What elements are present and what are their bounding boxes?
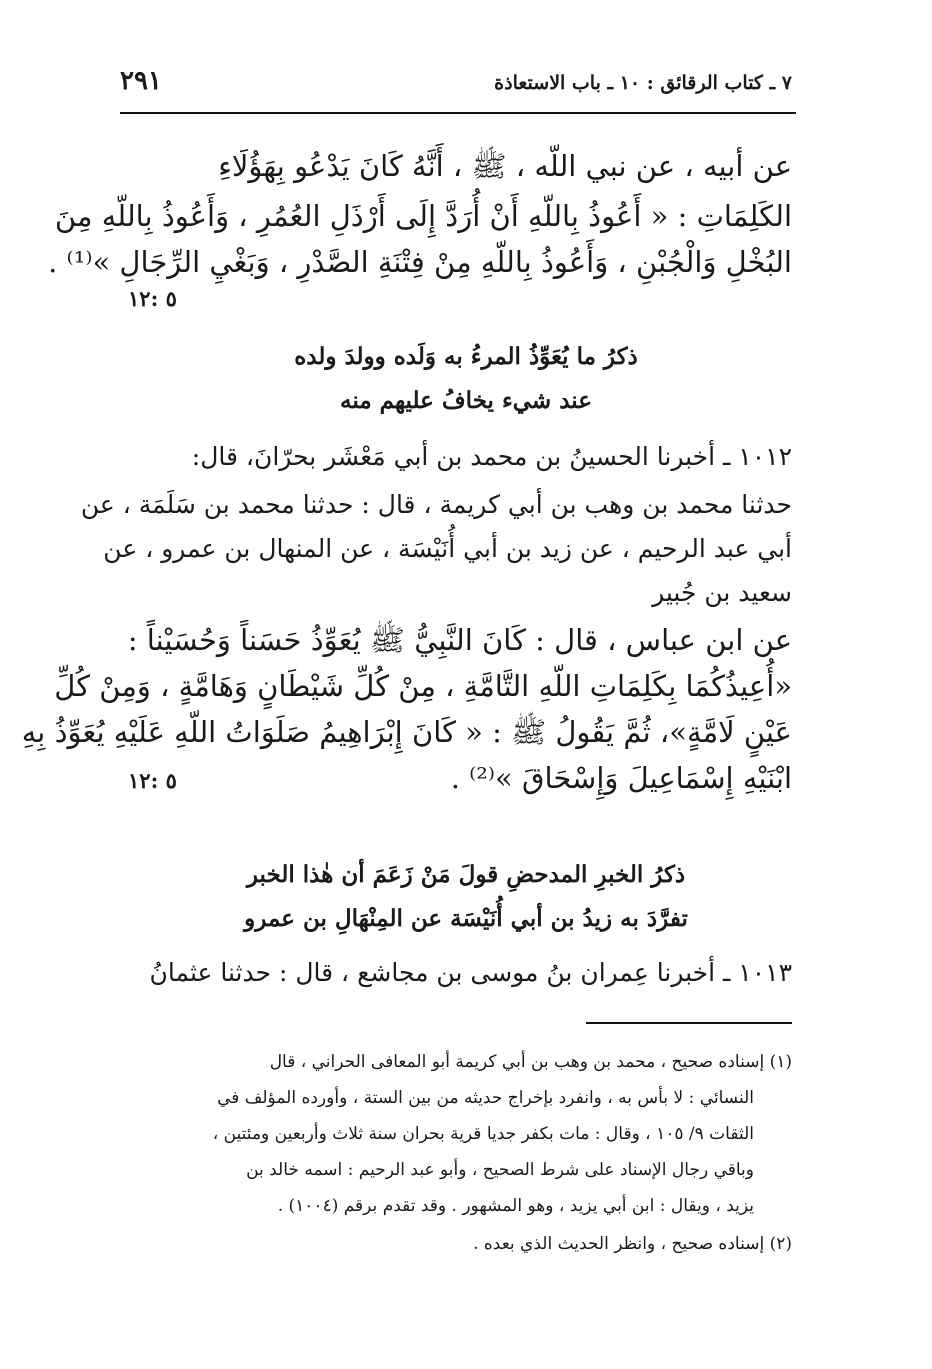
footnote-line: يزيد ، ويقال : ابن أبي يزيد ، وهو المشهور . وقد تقدم برقم (١٠٠٤) . [277,1196,754,1216]
isnad-line: حدثنا محمد بن وهب بن أبي كريمة ، قال : حدثنا محمد بن سَلَمَة ، عن [80,490,792,519]
isnad-line: سعيد بن جُبير [652,578,792,607]
chapter-heading-line: ذكرُ ما يُعَوِّذُ المرءُ به وَلَده وولدَ ولده [294,343,638,370]
chapter-heading-line: ذكرُ الخبرِ المدحضِ قولَ مَنْ زَعَمَ أن هٰذا الخبر [246,861,686,888]
chapter-heading-line: تفرَّدَ به زيدُ بن أبي أُنَيْسَة عن المِنْهَالِ بن عمرو [244,905,688,932]
footnote-line: الثقات ٩/ ١٠٥ ، وقال : مات بكفر جديا قرية بحران سنة ثلاث وأربعين ومئتين ، [212,1124,754,1144]
isnad-line: أبي عبد الرحيم ، عن زيد بن أبي أُنَيْسَة ، عن المنهال بن عمرو ، عن [103,534,792,563]
footnote-line: وباقي رجال الإسناد على شرط الصحيح ، وأبو عبد الرحيم : اسمه خالد بن [246,1160,754,1180]
matn-line: عن ابن عباس ، قال : كَانَ النَّبِيُّ ﷺ يُعَوِّذُ حَسَناً وَحُسَيْناً : [127,623,792,657]
header-divider [120,112,796,114]
running-header-title: ٧ ـ كتاب الرقائق : ١٠ ـ باب الاستعاذة [494,72,792,94]
footnote-line: (١) إسناده صحيح ، محمد بن وهب بن أبي كريمة أبو المعافى الحراني ، قال [269,1052,792,1072]
matn-line: «أُعِيذُكُمَا بِكَلِمَاتِ اللّهِ التَّامَّةِ ، مِنْ كُلِّ شَيْطَانٍ وَهَامَّةٍ ، وَمِنْ كُلِّ [54,669,792,703]
reference-marker: ٥ :١٢ [128,768,177,793]
chapter-heading-line: عند شيء يخافُ عليهم منه [340,387,592,414]
isnad-line: ١٠١٢ ـ أخبرنا الحسينُ بن محمد بن أبي مَعْشَر بحرّانَ، قال: [191,442,792,471]
footnote-divider [586,1022,792,1024]
paragraph-line: عن أبيه ، عن نبي اللّه ، ﷺ ، أَنَّهُ كَانَ يَدْعُو بِهَؤُلَاءِ [218,149,792,183]
paragraph-line: البُخْلِ وَالْجُبْنِ ، وَأَعُوذُ بِاللّهِ مِنْ فِتْنَةِ الصَّدْرِ ، وَبَغْيِ الرِّجَالِ »⁽¹⁾ . [48,245,792,279]
matn-line: عَيْنٍ لَامَّةٍ»، ثُمَّ يَقُولُ ﷺ : « كَانَ إِبْرَاهِيمُ صَلَوَاتُ اللّهِ عَلَيْهِ يُعَوِّذُ بِهِ [21,715,792,749]
paragraph-line: الكَلِمَاتِ : « أَعُوذُ بِاللّهِ أَنْ أُرَدَّ إِلَى أَرْذَلِ العُمُرِ ، وَأَعُوذُ بِاللّهِ مِنَ [54,199,792,233]
footnote-line: (٢) إسناده صحيح ، وانظر الحديث الذي بعده . [473,1234,792,1254]
isnad-line: ١٠١٣ ـ أخبرنا عِمران بنُ موسى بن مجاشع ، قال : حدثنا عثمانُ [149,958,792,987]
reference-marker: ٥ :١٢ [128,286,177,311]
footnote-line: النسائي : لا بأس به ، وانفرد بإخراج حديثه من بين الستة ، وأورده المؤلف في [217,1088,754,1108]
page-number: ٢٩١ [120,66,162,96]
matn-line: ابْنَيْهِ إِسْمَاعِيلَ وَإِسْحَاقَ »⁽²⁾ . [450,761,792,795]
